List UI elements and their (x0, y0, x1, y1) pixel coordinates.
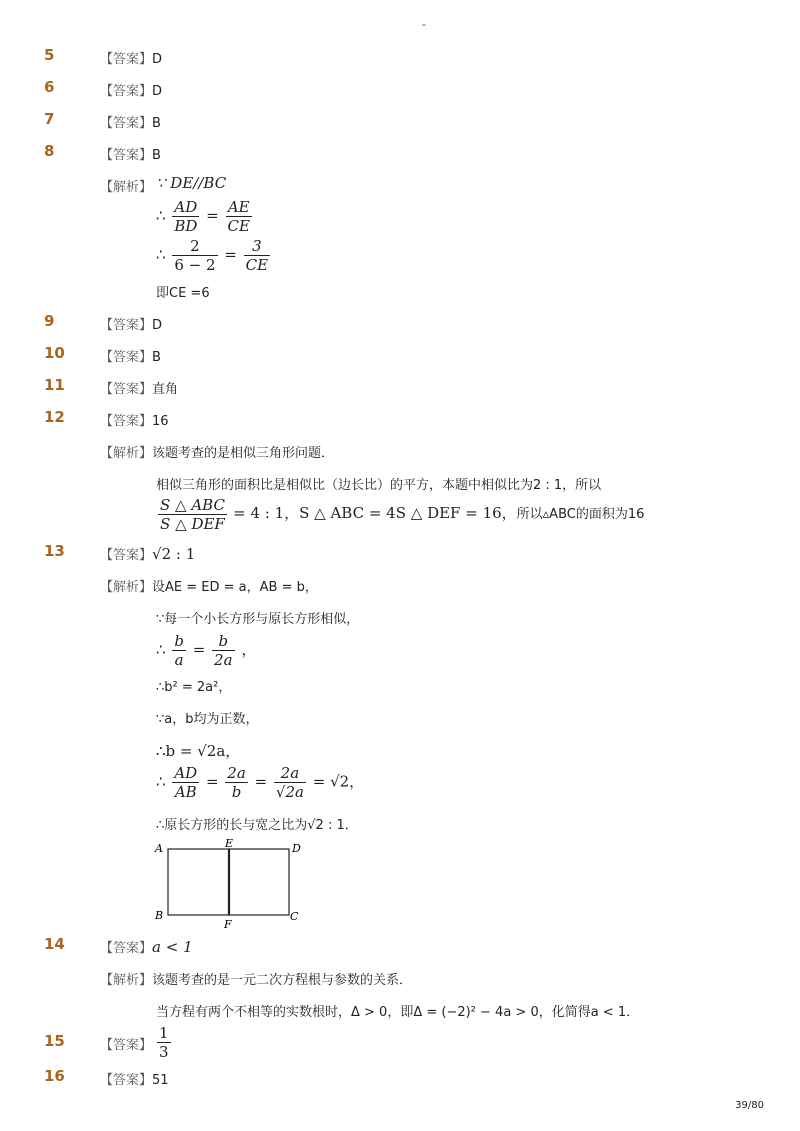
answer-label: 【答案】51 (100, 1073, 169, 1088)
question-number: 16 (44, 1067, 65, 1085)
analysis-line: ∴b² = 2a²， (156, 680, 232, 695)
proportion-equation: ∴ $\frac{AD}{BD}$ = $\frac{AE}{CE}$ (156, 198, 250, 235)
answer-label: 【答案】D (100, 318, 163, 333)
answer-label: 【答案】 (100, 1038, 153, 1053)
answer-label: 【答案】√2 : 1 (100, 545, 196, 563)
analysis-result: 即CE =6 (156, 286, 210, 301)
analysis-line: ∵ DE//BC (156, 174, 227, 192)
question-number: 13 (44, 542, 65, 560)
question-number: 11 (44, 376, 65, 394)
rectangle-figure (150, 836, 310, 932)
area-ratio-equation: $\frac{\text{S △ ABC}}{\text{S △ DEF}}$ = 4 : 1，S △ ABC = 4S △ DEF = 16，所以▵ABC的面积为16 (160, 496, 645, 533)
analysis-line: 当方程有两个不相等的实数根时，Δ > 0，即Δ = (−2)² − 4a > 0，化简得a < 1． (156, 1005, 640, 1020)
answer-label: 【答案】B (100, 148, 161, 163)
label-a: A (155, 842, 163, 855)
question-number: 5 (44, 46, 55, 64)
analysis-conclusion: ∴原长方形的长与宽之比为√2 : 1． (156, 818, 358, 833)
label-f: F (224, 918, 232, 931)
question-number: 8 (44, 142, 55, 160)
question-number: 6 (44, 78, 55, 96)
label-b: B (155, 909, 164, 922)
analysis-line: ∴b = √2a， (156, 742, 241, 760)
label-d: D (292, 842, 301, 855)
ratio-equation: ∴ $\frac{b}{a}$ = $\frac{b}{2a}$ ， (156, 632, 257, 669)
proportion-equation: ∴ $\frac{2}{6 - 2}$ = $\frac{3}{CE}$ (156, 237, 269, 274)
fraction-answer: $\frac{1}{3}$ (159, 1024, 169, 1061)
question-number: 15 (44, 1032, 65, 1050)
question-number: 7 (44, 110, 55, 128)
question-number: 12 (44, 408, 65, 426)
analysis-label: 【解析】设AE = ED = a，AB = b， (100, 580, 318, 595)
question-number: 9 (44, 312, 55, 330)
answer-label: 【答案】B (100, 116, 161, 131)
question-number: 10 (44, 344, 65, 362)
answer-label: 【答案】D (100, 84, 163, 99)
label-e: E (225, 837, 234, 850)
ratio-equation: ∴ $\frac{AD}{AB}$ = $\frac{2a}{b}$ = $\frac{2a}{√2a}$ = √2， (156, 764, 365, 801)
analysis-line: ∵每一个小长方形与原长方形相似， (156, 612, 360, 627)
answer-label: 【答案】D (100, 52, 163, 67)
page-number: 39/80 (735, 1100, 764, 1111)
answer-label: 【答案】B (100, 350, 161, 365)
analysis-label: 【解析】该题考查的是一元二次方程根与参数的关系． (100, 973, 413, 988)
analysis-label: 【解析】该题考查的是相似三角形问题． (100, 446, 335, 461)
analysis-label: 【解析】 (100, 180, 153, 195)
answer-label: 【答案】a < 1 (100, 938, 193, 956)
label-c: C (290, 910, 299, 923)
analysis-line: ∵a，b均为正数， (156, 712, 259, 727)
header-mark: - (422, 18, 426, 31)
question-number: 14 (44, 935, 65, 953)
answer-label: 【答案】16 (100, 414, 169, 429)
answer-label: 【答案】直角 (100, 382, 179, 397)
analysis-line: 相似三角形的面积比是相似比（边长比）的平方，本题中相似比为2 : 1，所以 (156, 478, 602, 493)
